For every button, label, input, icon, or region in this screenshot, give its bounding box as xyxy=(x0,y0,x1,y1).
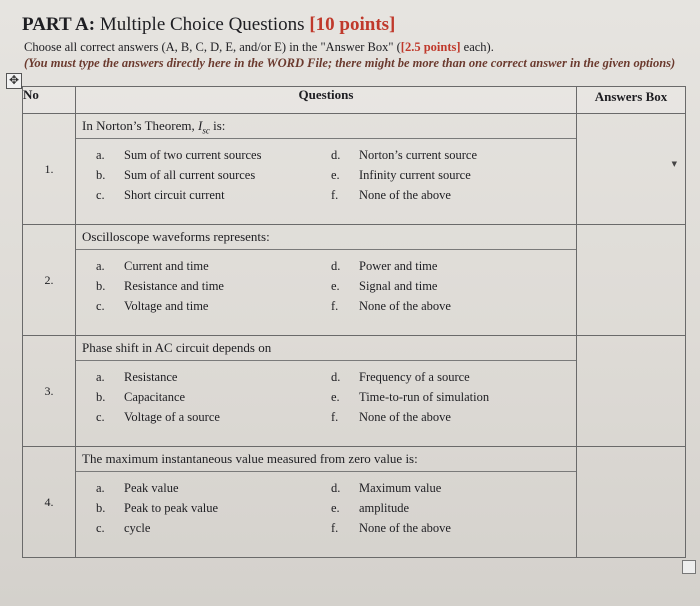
option-b xyxy=(96,279,224,294)
option-c xyxy=(96,299,208,314)
options-group xyxy=(76,472,576,556)
option-text: Signal and time xyxy=(359,279,438,293)
table-header-row xyxy=(23,87,686,114)
answer-box-4[interactable] xyxy=(577,447,686,558)
move-handle-icon[interactable]: ✥ xyxy=(6,73,22,89)
option-letter: f. xyxy=(331,188,339,202)
instruction-text: Choose all correct answers (A, B, C, D, E, and/or E) in the "Answer Box" ( xyxy=(24,40,401,54)
answer-box-1[interactable] xyxy=(577,114,686,225)
option-text: Voltage and time xyxy=(124,299,209,313)
question-cell xyxy=(76,225,577,336)
chevron-down-icon[interactable]: ▼ xyxy=(671,160,677,168)
question-stem: The maximum instantaneous value measured from zero value is: xyxy=(76,447,576,472)
option-text: None of the above xyxy=(359,299,451,313)
option-text: None of the above xyxy=(359,188,451,202)
header-answers-box: Answers Box xyxy=(577,87,686,114)
option-text: Sum of two current sources xyxy=(124,148,262,162)
option-text: None of the above xyxy=(359,521,451,535)
title-part: PART A: xyxy=(22,14,96,35)
option-letter: e. xyxy=(331,501,340,515)
option-letter: d. xyxy=(331,259,341,273)
table-row xyxy=(23,114,686,225)
question-stem xyxy=(76,114,576,139)
question-number: 2. xyxy=(23,225,76,336)
option-text: cycle xyxy=(124,521,151,535)
options-group xyxy=(76,361,576,445)
option-letter: b. xyxy=(96,279,106,293)
option-letter: f. xyxy=(331,299,339,313)
option-a xyxy=(96,148,261,163)
option-f xyxy=(331,410,451,425)
option-text: Time-to-run of simulation xyxy=(359,390,490,404)
title-points: [10 points] xyxy=(309,14,396,35)
option-letter: f. xyxy=(331,521,339,535)
option-letter: e. xyxy=(331,279,340,293)
resize-handle-icon[interactable] xyxy=(682,560,696,574)
option-a xyxy=(96,259,209,274)
table-row xyxy=(23,225,686,336)
option-e xyxy=(331,501,409,516)
title-main: Multiple Choice Questions xyxy=(95,14,310,35)
question-cell xyxy=(76,336,577,447)
instructions xyxy=(24,40,494,55)
option-text: Capacitance xyxy=(124,390,186,404)
option-text: Short circuit current xyxy=(124,188,225,202)
option-text: Resistance and time xyxy=(124,279,224,293)
question-stem: Oscilloscope waveforms represents: xyxy=(76,225,576,250)
stem-text: In Norton’s Theorem, xyxy=(82,118,199,133)
option-c xyxy=(96,521,150,536)
option-d xyxy=(331,259,437,274)
option-b xyxy=(96,390,185,405)
table-row xyxy=(23,447,686,558)
option-letter: b. xyxy=(96,168,106,182)
option-f xyxy=(331,299,451,314)
question-stem: Phase shift in AC circuit depends on xyxy=(76,336,576,361)
option-e xyxy=(331,168,471,183)
instruction-note: (You must type the answers directly here in the WORD File; there might be more than one correct answer in the given options) xyxy=(24,56,676,70)
option-f xyxy=(331,188,451,203)
option-letter: a. xyxy=(96,148,105,162)
option-letter: d. xyxy=(331,148,341,162)
option-text: None of the above xyxy=(359,410,451,424)
option-d xyxy=(331,481,441,496)
option-d xyxy=(331,148,477,163)
option-letter: d. xyxy=(331,481,341,495)
option-letter: b. xyxy=(96,501,106,515)
option-text: Norton’s current source xyxy=(359,148,478,162)
question-cell xyxy=(76,114,577,225)
option-e xyxy=(331,390,489,405)
instruction-points: [2.5 points] xyxy=(400,40,461,54)
option-text: Maximum value xyxy=(359,481,442,495)
option-text: Sum of all current sources xyxy=(124,168,256,182)
table-row xyxy=(23,336,686,447)
option-letter: b. xyxy=(96,390,106,404)
option-a xyxy=(96,370,177,385)
question-number: 4. xyxy=(23,447,76,558)
option-letter: a. xyxy=(96,481,105,495)
stem-variable: I xyxy=(198,118,203,133)
option-c xyxy=(96,410,220,425)
option-text: Peak value xyxy=(124,481,179,495)
option-d xyxy=(331,370,470,385)
option-letter: c. xyxy=(96,521,105,535)
option-c xyxy=(96,188,225,203)
option-letter: f. xyxy=(331,410,339,424)
header-no: No xyxy=(23,87,76,114)
option-letter: a. xyxy=(96,259,105,273)
option-text: Voltage of a source xyxy=(124,410,220,424)
options-group xyxy=(76,250,576,334)
question-number: 3. xyxy=(23,336,76,447)
stem-subscript: sc xyxy=(202,125,210,136)
option-text: Frequency of a source xyxy=(359,370,470,384)
option-text: Power and time xyxy=(359,259,438,273)
header-questions: Questions xyxy=(76,87,577,114)
answer-box-2[interactable] xyxy=(577,225,686,336)
option-letter: d. xyxy=(331,370,341,384)
question-cell xyxy=(76,447,577,558)
option-e xyxy=(331,279,437,294)
questions-table xyxy=(22,86,686,558)
option-b xyxy=(96,501,218,516)
option-letter: e. xyxy=(331,390,340,404)
option-letter: c. xyxy=(96,299,105,313)
option-letter: e. xyxy=(331,168,340,182)
option-letter: c. xyxy=(96,410,105,424)
answer-box-3[interactable] xyxy=(577,336,686,447)
stem-suffix: is: xyxy=(209,118,226,133)
option-letter: c. xyxy=(96,188,105,202)
option-a xyxy=(96,481,179,496)
page-title xyxy=(22,14,395,36)
options-group xyxy=(76,139,576,223)
option-f xyxy=(331,521,451,536)
question-number: 1. xyxy=(23,114,76,225)
option-text: Current and time xyxy=(124,259,209,273)
option-text: amplitude xyxy=(359,501,409,515)
option-text: Peak to peak value xyxy=(124,501,219,515)
option-b xyxy=(96,168,255,183)
option-text: Infinity current source xyxy=(359,168,471,182)
option-letter: a. xyxy=(96,370,105,384)
option-text: Resistance xyxy=(124,370,178,384)
instruction-suffix: each). xyxy=(460,40,494,54)
